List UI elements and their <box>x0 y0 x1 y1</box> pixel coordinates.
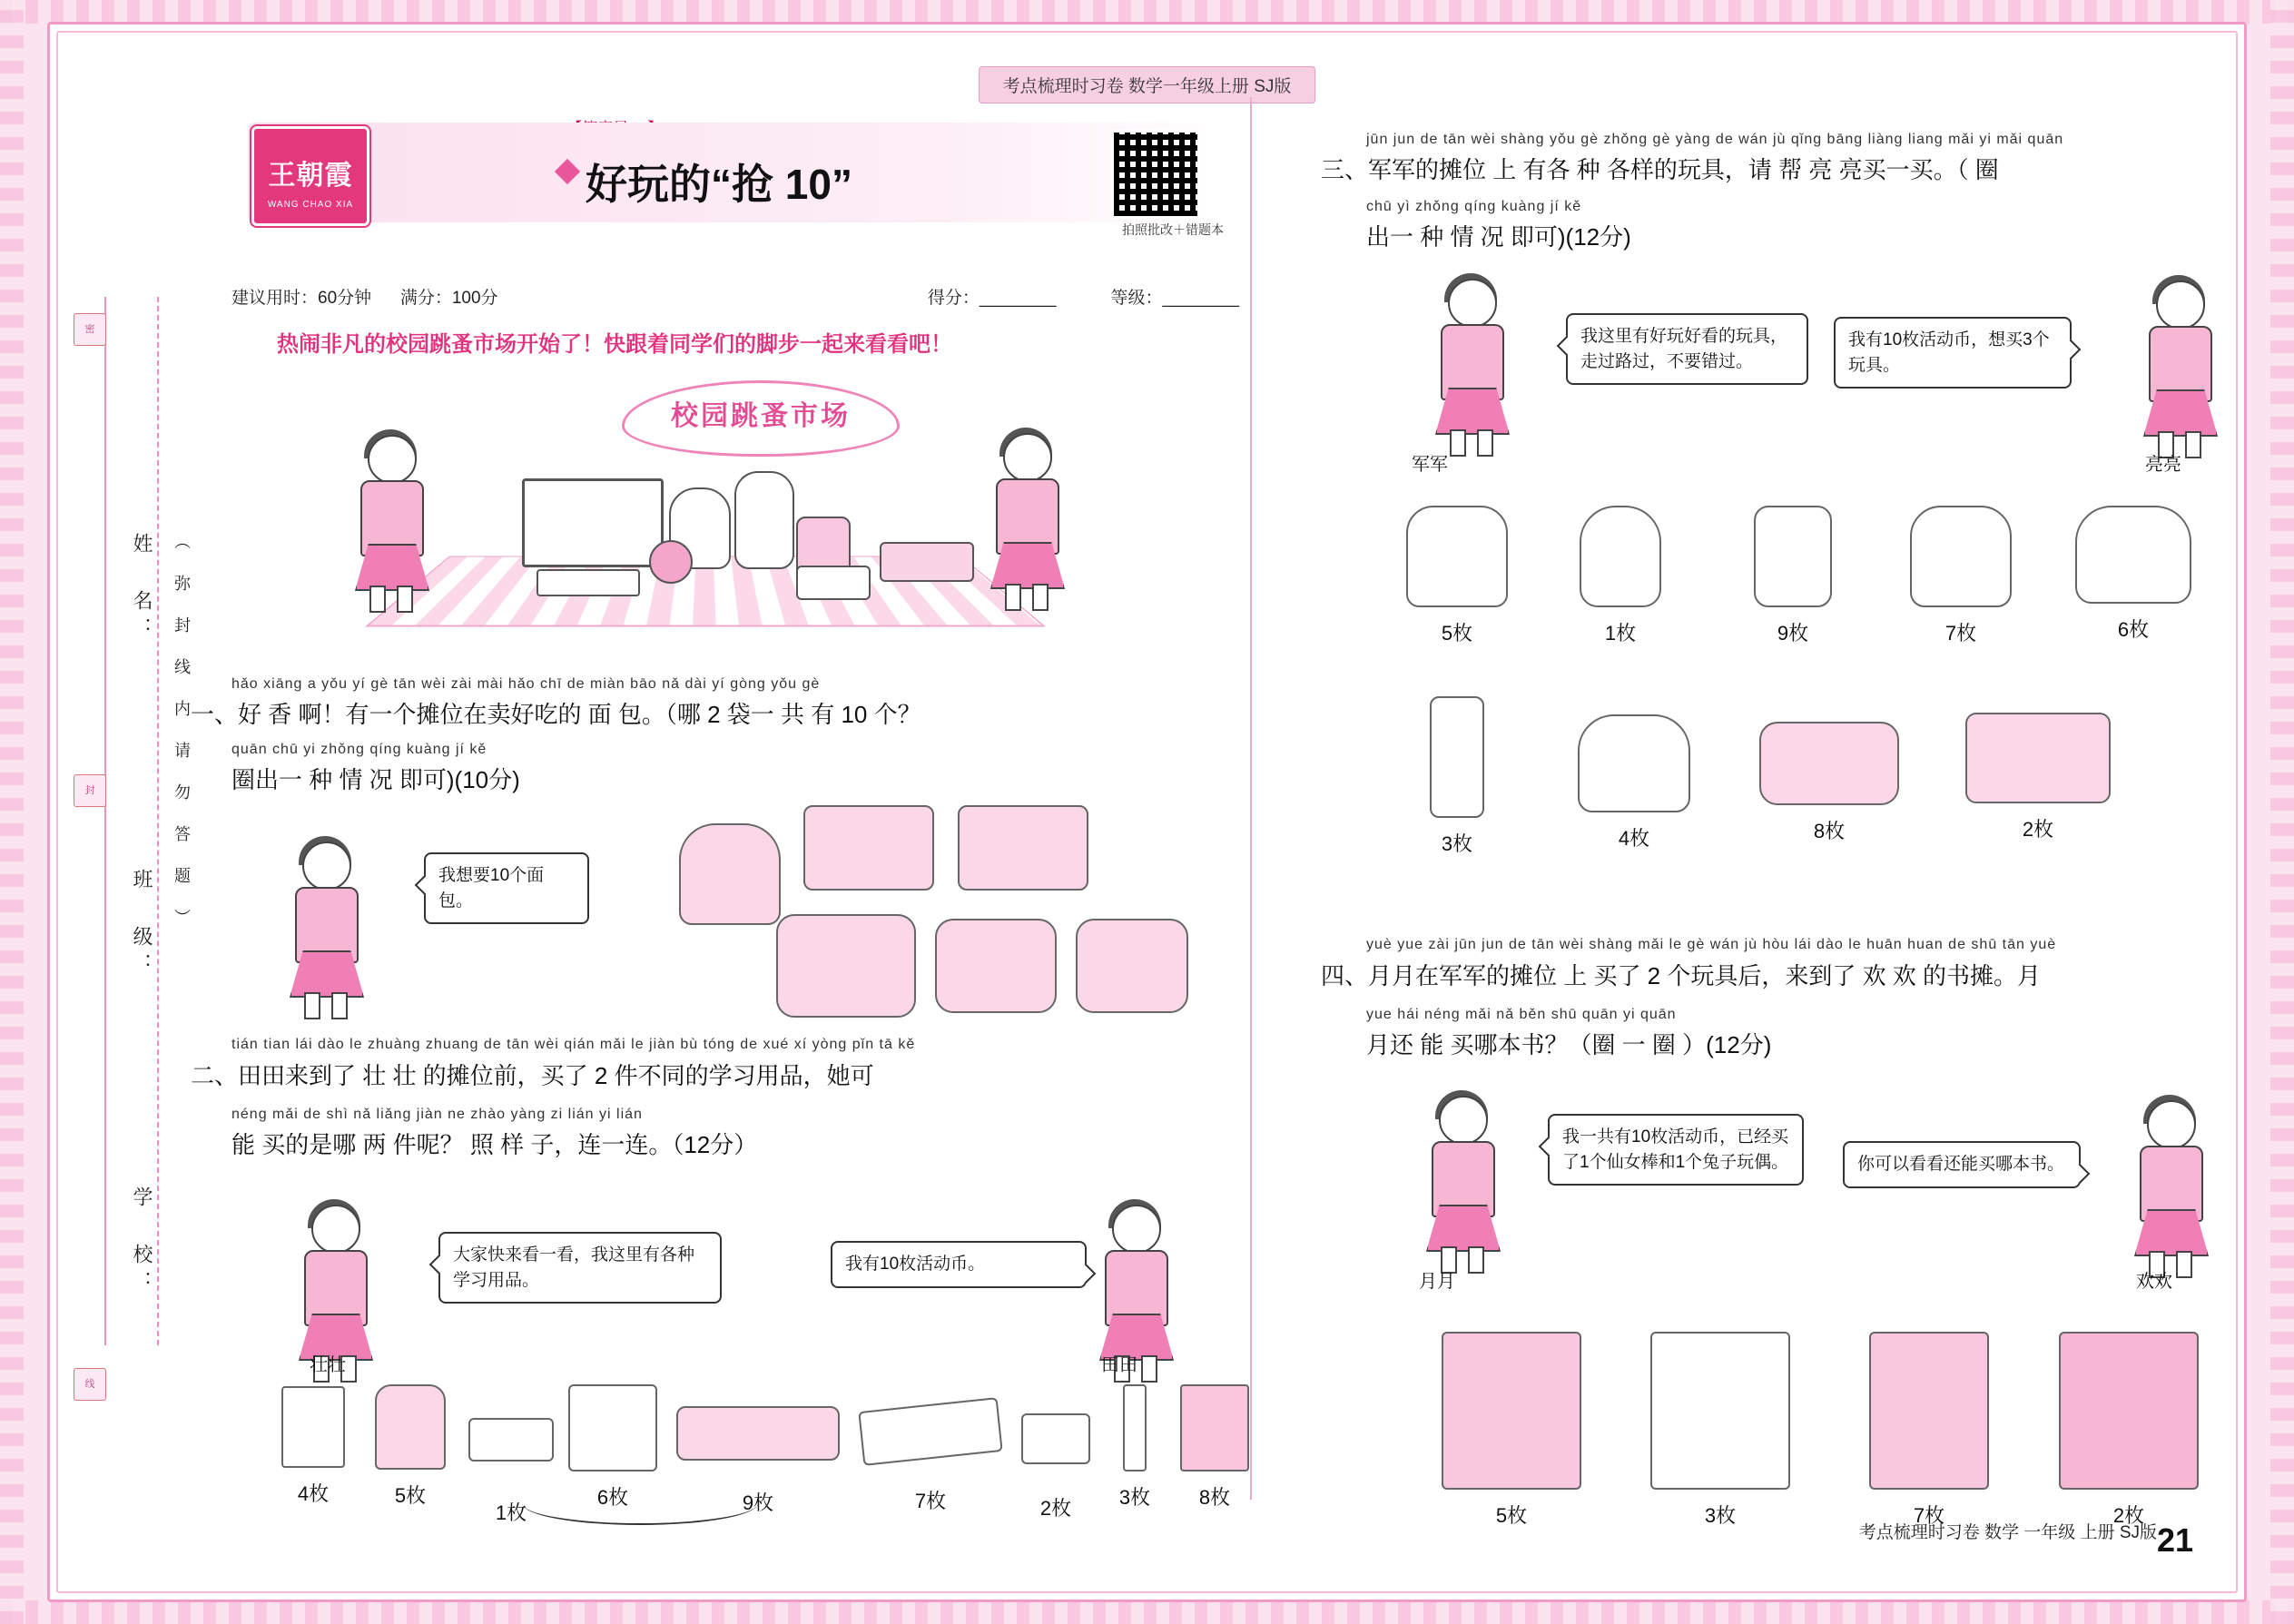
q3-name-right: 亮亮 <box>2145 455 2181 475</box>
market-illustration <box>350 380 1076 653</box>
decorative-border-bottom <box>0 1600 2294 1624</box>
decorative-border-top <box>0 0 2294 24</box>
q3-row1-item-5[interactable] <box>2074 506 2192 643</box>
q2-text-2: 能 买的是哪 两 件呢？ 照 样 子，连一连。（12分） <box>231 1131 758 1158</box>
q2-item-6-cap: 7枚 <box>914 1490 947 1512</box>
school-field-label[interactable]: 学 校： <box>131 1186 153 1298</box>
q4-text-1: 四、月月在军军的摊位 上 买了 2 个玩具后，来到了 欢 欢 的书摊。月 <box>1321 962 2042 989</box>
seal-tag-3: 线 <box>74 1368 106 1401</box>
decorative-border-left <box>0 0 24 1624</box>
q2-name-left: 壮壮 <box>310 1355 346 1375</box>
q3-row1-item-3-cap: 9枚 <box>1777 622 1809 645</box>
tractor-icon <box>1965 713 2111 803</box>
dictionary-icon <box>1180 1384 1249 1471</box>
time-limit: 建议用时：60分钟 <box>231 289 372 308</box>
sharpener-icon <box>1021 1413 1090 1464</box>
q1-bread-item-4[interactable] <box>776 914 912 1018</box>
book-pink-icon <box>1442 1332 1581 1490</box>
girl-right-figure <box>985 433 1067 605</box>
q2-item-1-cap: 4枚 <box>297 1482 330 1505</box>
q1-text-2: 圈出一 种 情 况 即可)(10分) <box>231 766 520 793</box>
q2-name-right: 田田 <box>1101 1355 1137 1375</box>
q4-speech-bubble-right: 你可以看看还能买哪本书。 <box>1843 1141 2081 1188</box>
pencil-case-icon <box>676 1406 840 1461</box>
craft-book-icon <box>1650 1332 1790 1490</box>
bread-bag-icon <box>776 914 916 1018</box>
q3-pinyin-1: jūn jun de tān wèi shàng yǒu gè zhǒng gè yàng de wán jù qǐng bāng liàng liang mǎi yi mǎi quān <box>1366 132 2064 147</box>
column-divider <box>1250 97 1252 1500</box>
basketball-illustration <box>649 540 693 584</box>
shelf-illustration <box>537 569 640 596</box>
q3-row1-item-1[interactable] <box>1403 506 1511 646</box>
q2-item-2-cap: 5枚 <box>394 1484 427 1507</box>
notebook-icon <box>281 1386 345 1468</box>
q4-item-1-cap: 5枚 <box>1495 1504 1528 1527</box>
exam-meta-row <box>231 284 1239 309</box>
q1-text-1: 一、好 香 啊！有一个摊位在卖好吃的 面 包。（哪 2 袋一 共 有 10 个？ <box>191 701 921 728</box>
name-field-label[interactable]: 姓 名： <box>131 533 153 645</box>
q4-item-4[interactable] <box>2056 1332 2201 1529</box>
q3-row2-item-1-cap: 3枚 <box>1441 832 1473 855</box>
q3-row1-item-5-cap: 6枚 <box>2117 618 2150 641</box>
books-illustration <box>796 566 871 600</box>
qr-code-icon[interactable] <box>1111 130 1200 219</box>
q4-pinyin-2: yue hái néng mǎi nǎ běn shū quān yi quān <box>1366 1007 1677 1022</box>
q2-item-6[interactable] <box>858 1404 1003 1514</box>
q3-boy-figure <box>1430 279 1511 451</box>
q1-pinyin-1: hǎo xiāng a yǒu yí gè tān wèi zài mài hǎo chī de miàn bāo nǎ dài yí gòng yǒu gè <box>231 676 821 692</box>
q3-row1-item-4-cap: 7枚 <box>1944 622 1977 645</box>
q3-row2-item-3[interactable] <box>1757 722 1902 844</box>
grade-field[interactable]: 等级：________ <box>1110 289 1239 308</box>
q3-row2-item-3-cap: 8枚 <box>1813 820 1846 842</box>
elephant-toy-icon <box>2075 506 2191 604</box>
q4-name-left: 月月 <box>1419 1272 1455 1292</box>
pen-icon <box>1123 1384 1147 1471</box>
q4-pinyin-1: yuè yue zài jūn jun de tān wèi shàng mǎi le gè wán jù hòu lái dào le huān huan de shū tān yuè <box>1366 937 2057 952</box>
q1-bread-item-3[interactable] <box>958 805 1085 891</box>
matching-arc <box>522 1481 758 1525</box>
full-score: 满分：100分 <box>399 289 498 308</box>
q2-pinyin-2: néng mǎi de shì nǎ liǎng jiàn ne zhào yàng zi lián yi lián <box>231 1107 643 1122</box>
keyboard-illustration <box>880 542 974 582</box>
header-strip: 考点梳理时习卷 数学一年级上册 SJ版 <box>979 66 1316 103</box>
q1-bread-item-1[interactable] <box>676 823 783 925</box>
q4-girl-figure <box>1421 1096 1502 1268</box>
duck-toy-icon <box>1578 714 1690 812</box>
footer-text: 考点梳理时习卷 数学 一年级 上册 SJ版 <box>1858 1523 2157 1542</box>
qr-caption: 拍照批改＋错题本 <box>1122 222 1224 237</box>
q1-bread-item-2[interactable] <box>803 805 930 891</box>
q3-pinyin-2: chū yì zhǒng qíng kuàng jí kě <box>1366 199 1582 214</box>
q3-speech-bubble-left: 我这里有好玩好看的玩具，走过路过，不要错过。 <box>1566 313 1808 385</box>
q2-item-4-cap: 6枚 <box>596 1486 629 1509</box>
q1-pinyin-2: quān chū yi zhǒng qíng kuàng jí kě <box>231 742 487 757</box>
doll-icon <box>1580 506 1661 607</box>
class-field-label[interactable]: 班 级： <box>131 869 153 980</box>
backpack-icon <box>375 1384 446 1470</box>
page-number: 21 <box>2156 1521 2193 1559</box>
q2-speech-bubble-right: 我有10枚活动币。 <box>831 1241 1087 1288</box>
rabbit-toy-icon <box>1406 506 1508 607</box>
q1-speech-bubble: 我想要10个面包。 <box>424 852 589 924</box>
bread-tray-icon <box>958 805 1088 891</box>
q3-row1-item-1-cap: 5枚 <box>1441 622 1473 645</box>
q2-item-7-cap: 2枚 <box>1039 1497 1072 1520</box>
seal-tag-2: 封 <box>74 774 106 807</box>
q3-row1-item-2[interactable] <box>1566 506 1675 646</box>
q3-row2-item-2[interactable] <box>1575 714 1693 851</box>
q2-text-1: 二、田田来到了 壮 壮 的摊位前，买了 2 件不同的学习用品，她可 <box>191 1062 874 1089</box>
eraser-icon <box>468 1418 554 1462</box>
lead-paragraph: 热闹非凡的校园跳蚤市场开始了！快跟着同学们的脚步一起来看看吧！ <box>277 332 952 357</box>
q4-item-3-cap: 7枚 <box>1913 1504 1945 1527</box>
q3-name-left: 军军 <box>1412 455 1448 475</box>
q3-boy-right-figure <box>2138 281 2220 453</box>
score-field[interactable]: 得分：________ <box>927 289 1057 308</box>
book-stripe-icon <box>1869 1332 1989 1490</box>
magic-wand-icon <box>1430 696 1484 818</box>
decorative-border-right <box>2270 0 2294 1624</box>
q2-item-7[interactable] <box>1017 1413 1095 1521</box>
worksheet-paper <box>47 22 2247 1602</box>
brand-pinyin: WANG CHAO XIA <box>267 200 354 210</box>
q3-row1-item-3[interactable] <box>1738 506 1847 646</box>
brand-badge <box>251 126 369 226</box>
q2-item-3-cap: 1枚 <box>495 1501 527 1524</box>
page-title: 好玩的“抢 10” <box>586 161 852 208</box>
q2-item-9-cap: 8枚 <box>1198 1486 1231 1509</box>
q4-item-4-cap: 2枚 <box>2112 1504 2145 1527</box>
girl-left-figure <box>350 435 431 607</box>
bread-tray-icon <box>803 805 934 891</box>
q4-speech-bubble-left: 我一共有10枚活动币，已经买了1个仙女棒和1个兔子玩偶。 <box>1548 1114 1804 1186</box>
q2-item-5-cap: 9枚 <box>742 1491 774 1514</box>
q2-pinyin-1: tián tian lái dào le zhuàng zhuang de tān wèi qián mǎi le jiàn bù tóng de xué xí yòng pǐn tā kě <box>231 1037 916 1052</box>
book-red-icon <box>2059 1332 2199 1490</box>
q2-speech-bubble-left: 大家快来看一看，我这里有各种学习用品。 <box>438 1232 722 1304</box>
q4-item-3[interactable] <box>1861 1332 1997 1529</box>
toy-box <box>522 478 664 567</box>
q3-row2-item-2-cap: 4枚 <box>1618 827 1650 850</box>
q1-girl-figure <box>284 842 366 1014</box>
q4-item-1[interactable] <box>1439 1332 1584 1529</box>
q3-row2-item-4-cap: 2枚 <box>2022 818 2054 841</box>
q4-item-2-cap: 3枚 <box>1704 1504 1737 1527</box>
bread-bag-icon <box>935 919 1057 1013</box>
seal-tag-1: 密 <box>74 313 106 346</box>
market-banner: 校园跳蚤市场 <box>622 380 900 457</box>
q4-text-2: 月还 能 买哪本书？（圈 一 圈 ）(12分) <box>1366 1031 1772 1058</box>
q3-row2-item-4[interactable] <box>1965 713 2111 842</box>
robot-icon <box>1754 506 1832 607</box>
q3-speech-bubble-right: 我有10枚活动币，想买3个玩具。 <box>1834 317 2072 389</box>
teddy-bear-icon <box>1910 506 2012 607</box>
ruler-icon <box>858 1397 1002 1466</box>
q1-bread-item-6[interactable] <box>1076 919 1185 1013</box>
q2-item-8-cap: 3枚 <box>1118 1486 1151 1509</box>
pencils-icon <box>568 1384 657 1471</box>
q3-text-2: 出一 种 情 况 即可)(12分) <box>1366 223 1631 251</box>
q2-item-2[interactable] <box>369 1384 451 1509</box>
q4-girl-right-figure <box>2129 1100 2210 1273</box>
q3-row2-item-1[interactable] <box>1403 696 1511 857</box>
bunny-illustration <box>734 471 794 569</box>
q3-text-1: 三、军军的摊位 上 有各 种 各样的玩具，请 帮 亮 亮买一买。（ 圈 <box>1321 156 1999 183</box>
q2-item-1[interactable] <box>277 1386 350 1507</box>
helicopter-icon <box>1759 722 1899 805</box>
bread-bag-icon <box>1076 919 1188 1013</box>
q3-row1-item-4[interactable] <box>1906 506 2015 646</box>
q3-row1-item-2-cap: 1枚 <box>1604 622 1637 645</box>
q4-item-2[interactable] <box>1648 1332 1793 1529</box>
q1-bread-item-5[interactable] <box>935 919 1053 1013</box>
seal-warning-text: （ 弥 封 线 内 请 勿 答 题 ） <box>172 533 191 929</box>
q4-name-right: 欢欢 <box>2136 1272 2172 1292</box>
q2-item-9[interactable] <box>1176 1384 1254 1511</box>
brand-name: 王朝霞 <box>268 161 353 191</box>
bread-bag-icon <box>679 823 781 925</box>
q2-item-8[interactable] <box>1098 1384 1171 1511</box>
